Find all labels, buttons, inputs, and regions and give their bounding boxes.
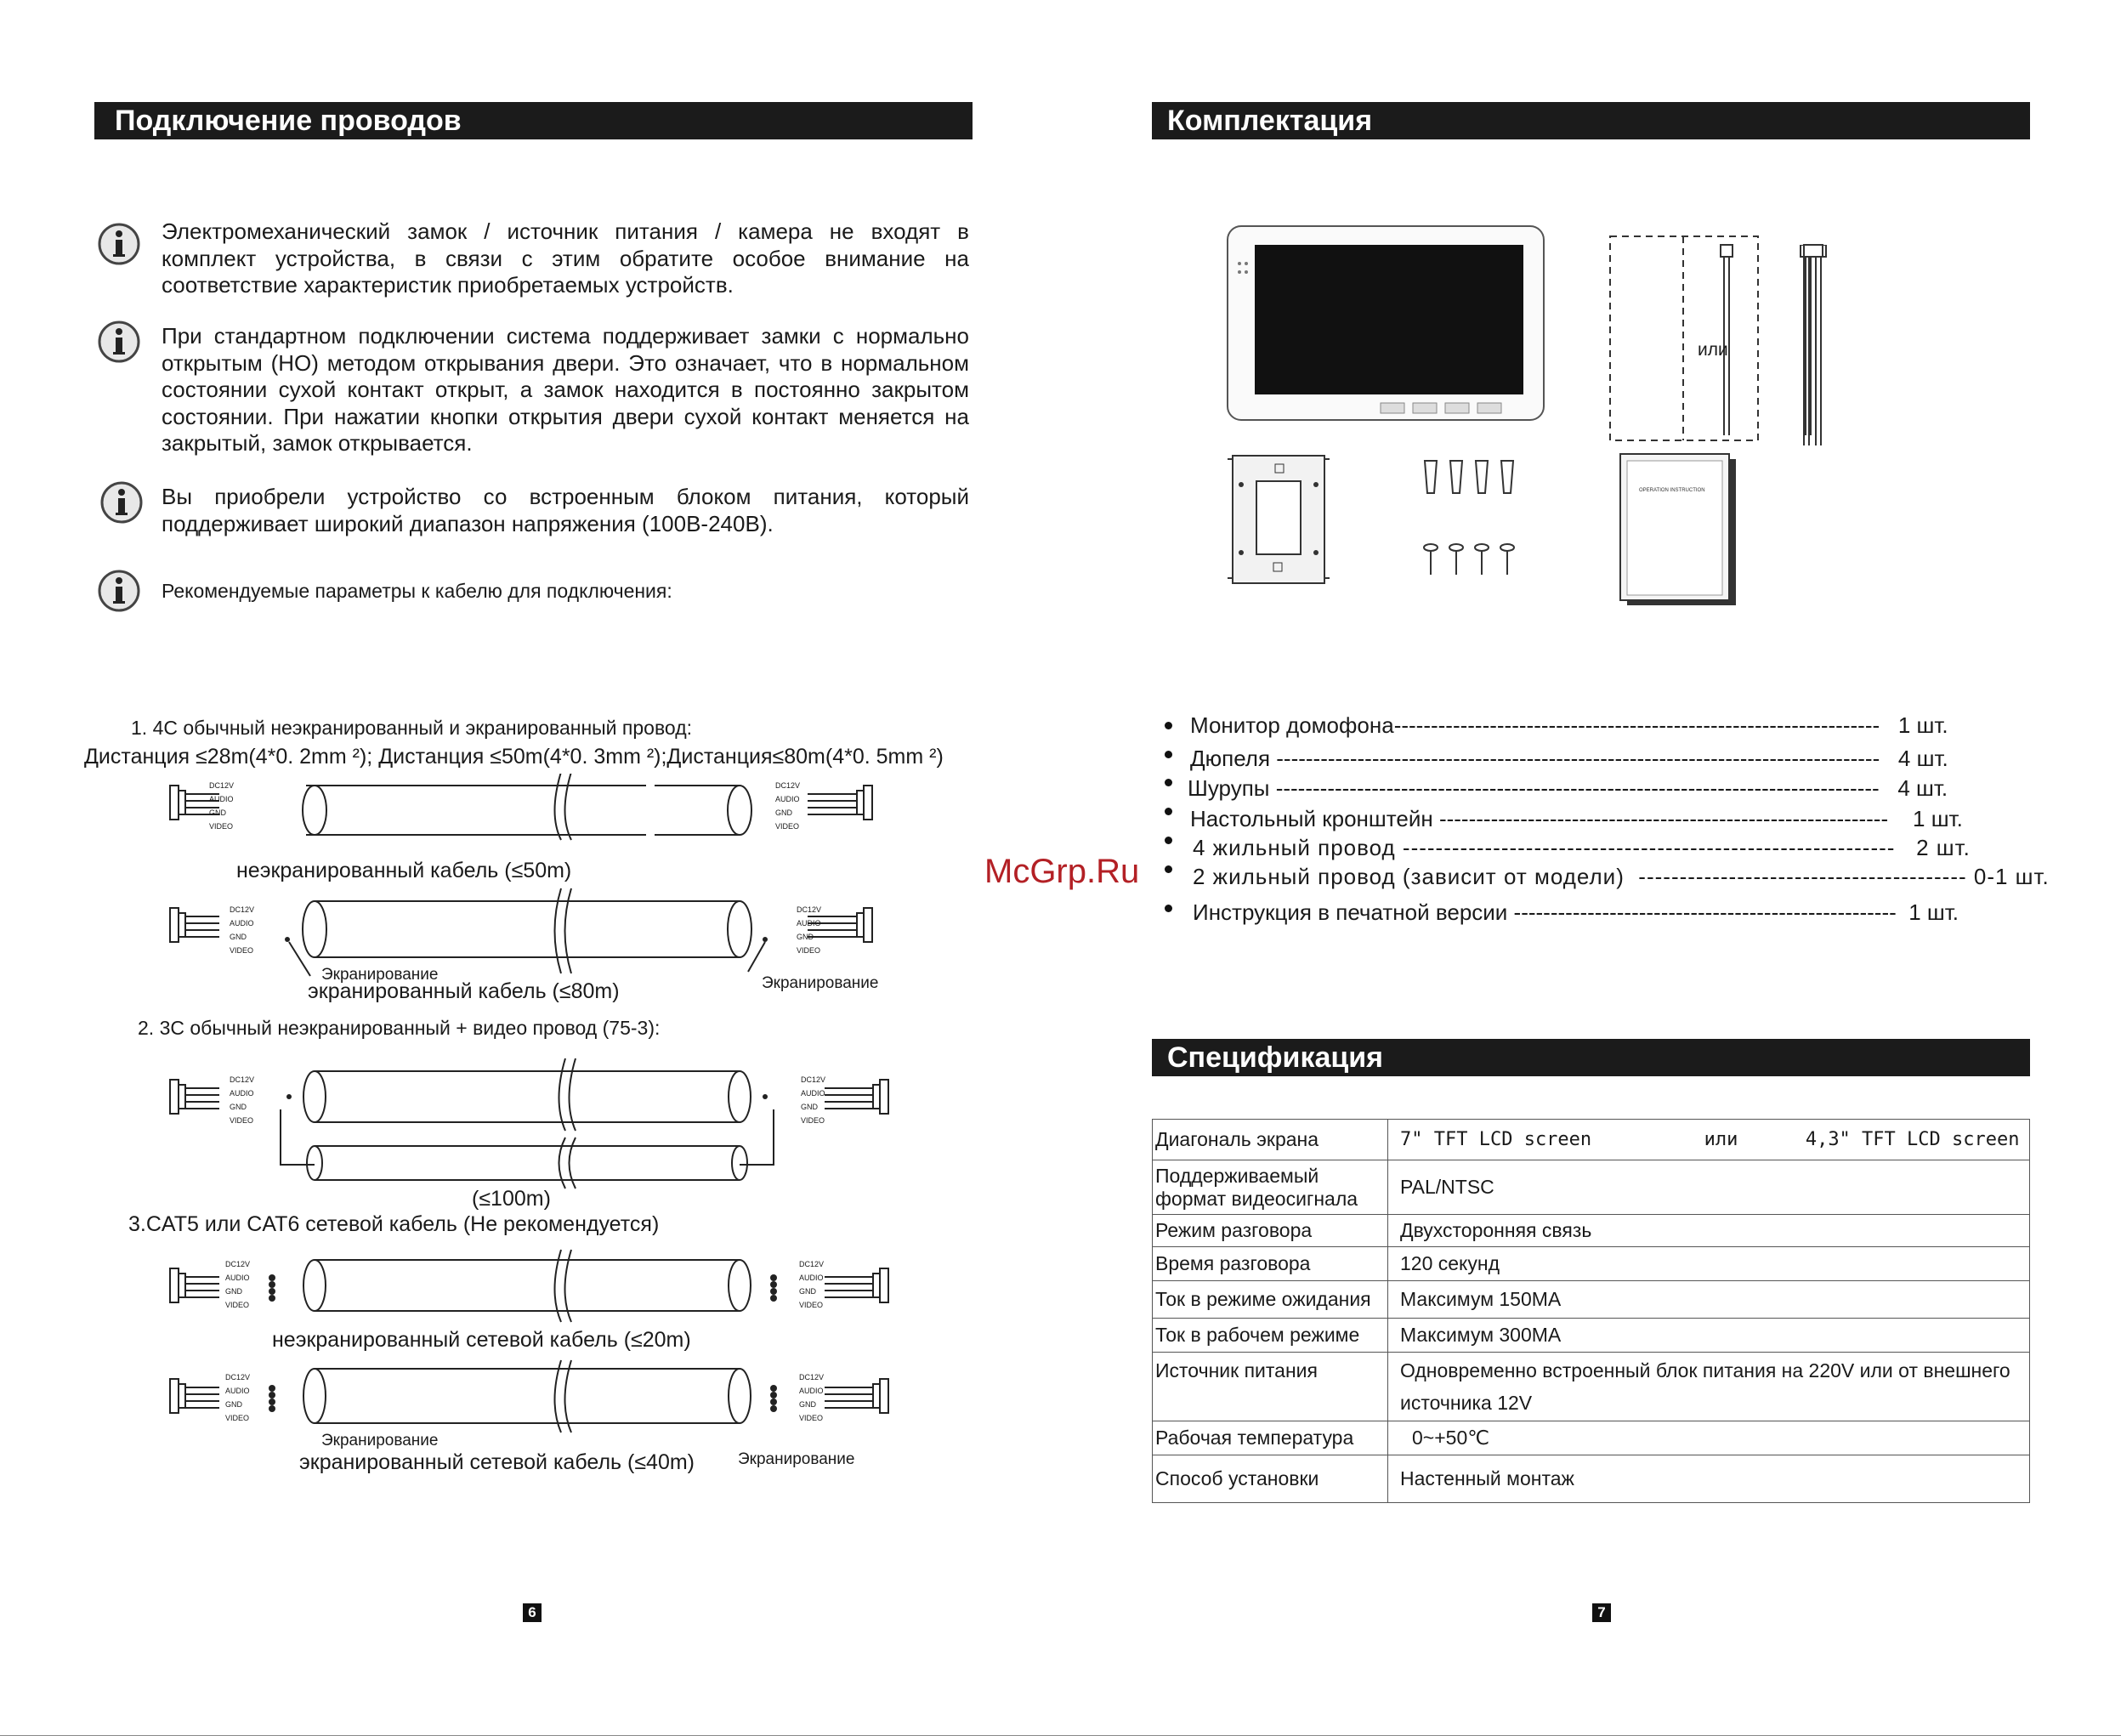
wire-labels: DC12V AUDIO GND VIDEO: [797, 905, 822, 955]
unshielded-cable-label: неэкранированный кабель (≤50m): [236, 859, 572, 882]
list-item: 2 жильный провод (зависит от модели) ---------------------------------------- 0-1 шт.: [1193, 864, 2050, 889]
table-row: [1153, 1281, 2030, 1319]
note-paragraph: Вы приобрели устройство со встроенным блоком питания, который поддерживает широкий диапазон напряжения (100В-240В).: [162, 484, 969, 536]
shielded-cable-label: экранированный кабель (≤80m): [308, 979, 620, 1003]
spec-value: 7" TFT LCD screen или 4,3" TFT LCD screen: [1388, 1120, 2030, 1160]
spec-section-header: Спецификация: [1152, 1039, 2030, 1076]
spec-value: 0~+50℃: [1388, 1421, 2030, 1455]
wire-labels: DC12V AUDIO GND VIDEO: [209, 781, 235, 831]
shielding-label: Экранирование: [762, 974, 879, 992]
spec-value: Двухсторонняя связь: [1388, 1215, 2030, 1247]
watermark-text: McGrp.Ru: [984, 853, 1140, 890]
list-item: Шурупы ---------------------------------------------------------------------------------- 4 шт.: [1188, 775, 1948, 801]
list-bullet: [1165, 837, 1172, 844]
list-bullet: [1165, 905, 1172, 912]
spec-value: PAL/NTSC: [1388, 1160, 2030, 1215]
table-row: [1153, 1319, 2030, 1353]
left-section-header: Подключение проводов: [94, 102, 973, 139]
info-icon: [98, 223, 140, 265]
table-row: [1153, 1215, 2030, 1247]
list-item: Настольный кронштейн ------------------------------------------------------------- 1 шт.: [1190, 806, 1963, 831]
spec-key: Режим разговора: [1153, 1215, 1388, 1247]
table-row: [1153, 1120, 2030, 1160]
list-item: Инструкция в печатной версии ---------------------------------------------------- 1 шт.: [1193, 899, 1959, 925]
cable-2-length: (≤100m): [472, 1187, 551, 1211]
wire-labels: DC12V AUDIO GND VIDEO: [230, 905, 255, 955]
table-row: [1153, 1421, 2030, 1455]
spec-value: Максимум 300МА: [1388, 1319, 2030, 1353]
spec-key: Ток в рабочем режиме: [1153, 1319, 1388, 1353]
spec-key: Источник питания: [1153, 1353, 1388, 1421]
intercom-monitor-image: [1224, 223, 1547, 423]
spec-table: [1152, 1119, 2030, 1503]
list-item: Монитор домофона------------------------------------------------------------------ 1 шт.: [1190, 712, 1948, 738]
spec-value: Максимум 150МА: [1388, 1281, 2030, 1319]
spec-key: Рабочая температура: [1153, 1421, 1388, 1455]
shielding-label: Экранирование: [321, 1432, 439, 1450]
spec-value: Настенный монтаж: [1388, 1455, 2030, 1503]
shielding-label: Экранирование: [321, 966, 439, 984]
manual-cover-text: OPERATION INSTRUCTION: [1639, 488, 1705, 493]
wire-labels: DC12V AUDIO GND VIDEO: [799, 1260, 825, 1309]
unshielded-net-cable-label: неэкранированный сетевой кабель (≤20m): [272, 1328, 691, 1352]
wall-bracket-image: [1224, 451, 1333, 587]
manual-image: [1615, 451, 1743, 610]
shielded-net-cable-label: экранированный сетевой кабель (≤40m): [299, 1450, 695, 1474]
wire-labels: DC12V AUDIO GND VIDEO: [225, 1373, 251, 1422]
wire-labels: DC12V AUDIO GND VIDEO: [225, 1260, 251, 1309]
screws-image: [1420, 542, 1522, 580]
wire-labels: DC12V AUDIO GND VIDEO: [775, 781, 801, 831]
or-label: или: [1698, 340, 1728, 360]
right-section-header: Комплектация: [1152, 102, 2030, 139]
wire-labels: DC12V AUDIO GND VIDEO: [801, 1075, 826, 1125]
spec-key: Ток в режиме ожидания: [1153, 1281, 1388, 1319]
spec-key: Способ установки: [1153, 1455, 1388, 1503]
list-bullet: [1165, 808, 1172, 815]
list-item: 4 жильный провод ------------------------------------------------------------ 2 шт.: [1193, 835, 1971, 860]
list-item: Дюпеля ---------------------------------------------------------------------------------- 4 шт.: [1190, 746, 1948, 771]
cable-type-1-title: 1. 4С обычный неэкранированный и экранированный провод:: [131, 717, 693, 739]
cable-type-3-title: 3.CAT5 или CAT6 сетевой кабель (Не рекомендуется): [128, 1212, 660, 1236]
spec-key: Диагональ экрана: [1153, 1120, 1388, 1160]
spec-value: 120 секунд: [1388, 1247, 2030, 1281]
note-paragraph: Электромеханический замок / источник питания / камера не входят в комплект устройства, в связи с этим обратите особое внимание на соответствие характеристик приобретаемых устройств.: [162, 218, 969, 298]
table-row: [1153, 1455, 2030, 1503]
note-paragraph: При стандартном подключении система поддерживает замки с нормально открытым (НО) методом открывания двери. Это означает, что в нормальном состоянии сухой контакт открыт, а замок находится в постоянно закрытом состоянии. При нажатии кнопки открытия двери сухой контакт меняется на закрытый, замок открывается.: [162, 323, 969, 456]
table-row: [1153, 1247, 2030, 1281]
info-icon: [100, 481, 143, 524]
wire-labels: DC12V AUDIO GND VIDEO: [799, 1373, 825, 1422]
list-bullet: [1165, 865, 1172, 873]
list-bullet: [1165, 722, 1172, 729]
spec-key: Поддерживаемый формат видеосигнала: [1153, 1160, 1388, 1215]
distance-line: Дистанция ≤28m(4*0. 2mm ²); Дистанция ≤50m(4*0. 3mm ²);Дистанция≤80m(4*0. 5mm ²): [84, 745, 944, 769]
page-number: 6: [523, 1603, 542, 1622]
table-row: [1153, 1160, 2030, 1215]
cable-type-2-title: 2. 3С обычный неэкранированный + видео провод (75-3):: [138, 1017, 661, 1039]
note-paragraph: Рекомендуемые параметры к кабелю для подключения:: [162, 580, 672, 602]
list-bullet: [1165, 779, 1172, 786]
spec-key: Время разговора: [1153, 1247, 1388, 1281]
info-icon: [98, 321, 140, 363]
dowels-image: [1420, 457, 1522, 500]
wire-labels: DC12V AUDIO GND VIDEO: [230, 1075, 255, 1125]
shielding-label: Экранирование: [738, 1450, 855, 1468]
table-row: [1153, 1353, 2030, 1421]
list-bullet: [1165, 751, 1172, 758]
spec-value: Одновременно встроенный блок питания на 220V или от внешнего источника 12V: [1388, 1353, 2030, 1421]
info-icon: [98, 570, 140, 612]
wire-set-image-2: [1794, 245, 1845, 445]
page-number: 7: [1592, 1603, 1611, 1622]
